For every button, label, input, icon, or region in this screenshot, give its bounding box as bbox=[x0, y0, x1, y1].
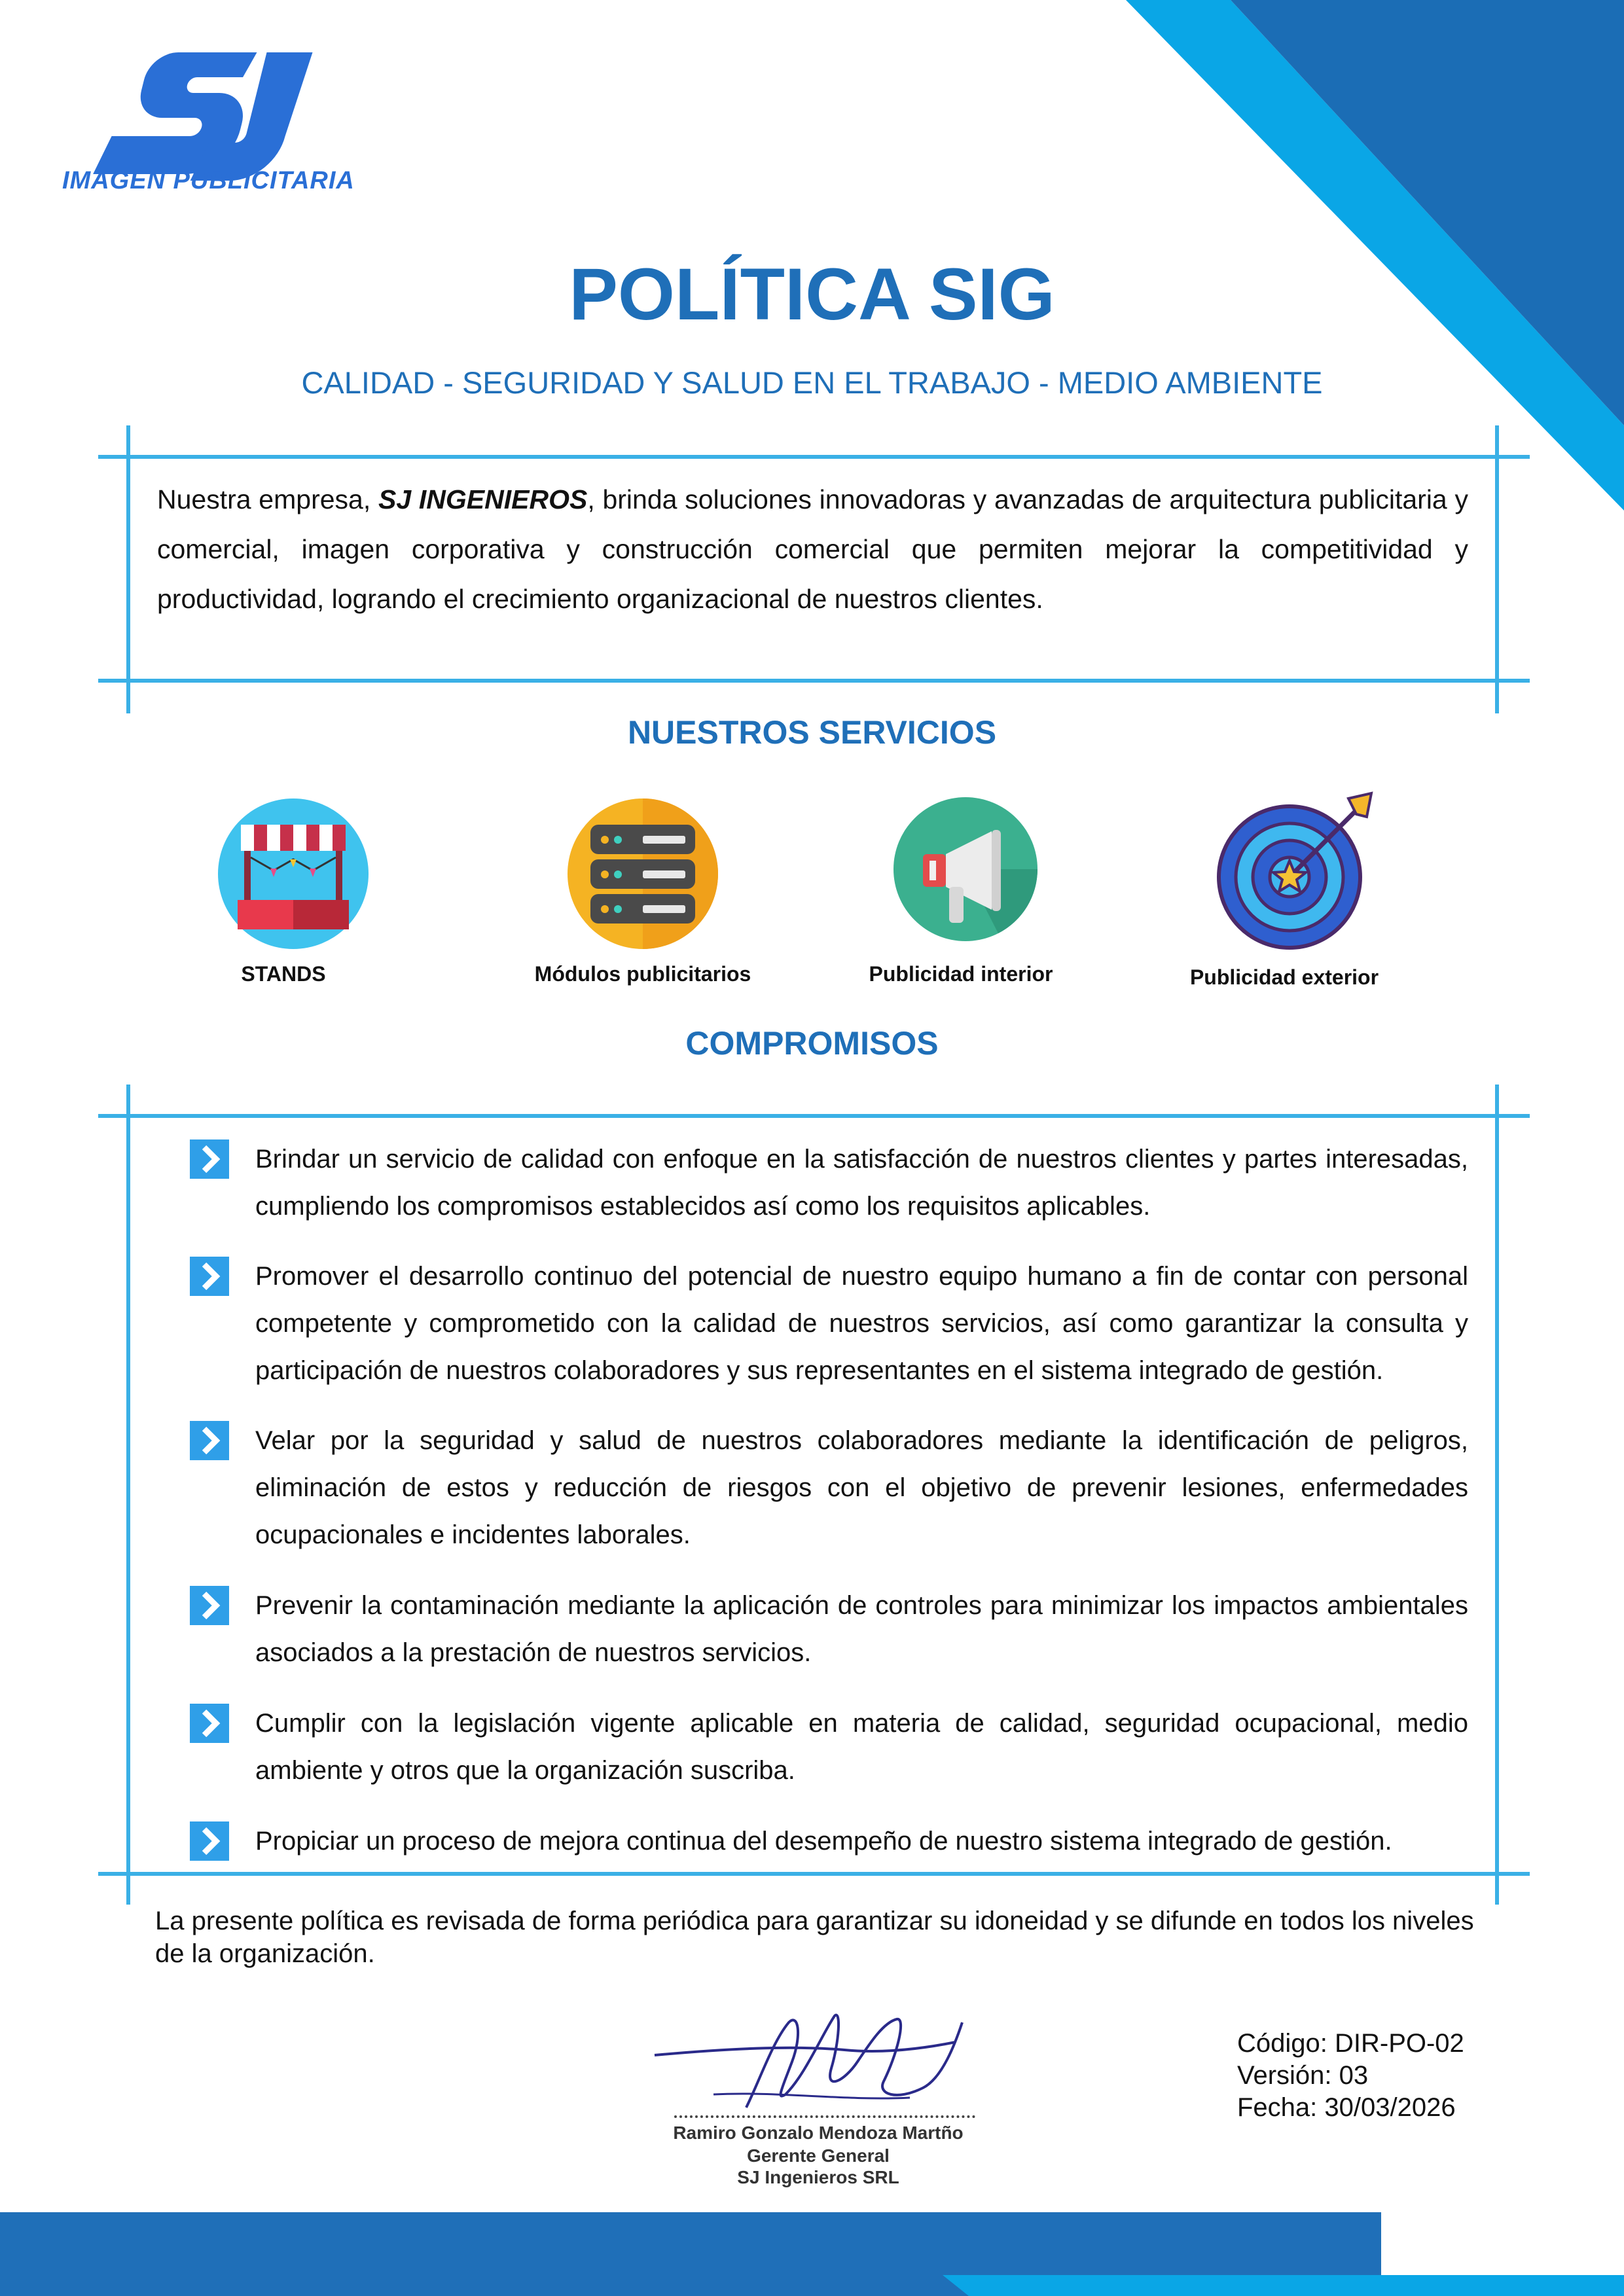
document-version: Versión: 03 bbox=[1237, 2061, 1369, 2090]
stand-icon bbox=[215, 795, 372, 952]
intro-frame-bottom bbox=[98, 679, 1530, 683]
intro-rest: , brinda soluciones innovadoras y avanzadas de arquitectura publicitaria y comercial, imagen corporativa y construcción comercial que permiten mejorar la competitividad y productividad, logrando el crecimiento organizacional de nuestros clientes. bbox=[157, 484, 1468, 614]
signatory-name: Ramiro Gonzalo Mendoza Martño bbox=[673, 2123, 964, 2143]
commitments-frame-bottom bbox=[98, 1872, 1530, 1876]
commitments-frame-top bbox=[98, 1114, 1530, 1118]
megaphone-icon bbox=[887, 792, 1044, 949]
signatory-company: SJ Ingenieros SRL bbox=[737, 2167, 899, 2187]
commitment-text: Promover el desarrollo continuo del potencial de nuestro equipo humano a fin de contar con personal competente y comprometido con la calidad de nuestros servicios, así como garantizar la consulta y participación de nuestros colaboradores y sus representantes en el sistema integrado de gestión. bbox=[255, 1262, 1468, 1385]
signatory-role: Gerente General bbox=[747, 2145, 890, 2166]
chevron-right-icon bbox=[190, 1704, 229, 1743]
logo-tagline: IMAGEN PUBLICITARIA bbox=[62, 167, 355, 194]
commitment-text: Propiciar un proceso de mejora continua del desempeño de nuestro sistema integrado de gestión. bbox=[255, 1827, 1392, 1856]
intro-paragraph bbox=[157, 475, 1468, 624]
intro-lead: Nuestra empresa, bbox=[157, 484, 371, 514]
service-label-interior: Publicidad interior bbox=[869, 962, 1053, 986]
service-label-stands: STANDS bbox=[241, 962, 326, 986]
chevron-right-icon bbox=[190, 1421, 229, 1460]
page-subtitle: CALIDAD - SEGURIDAD Y SALUD EN EL TRABAJO - MEDIO AMBIENTE bbox=[301, 365, 1323, 400]
signature-line bbox=[674, 2115, 975, 2118]
commitment-text: Brindar un servicio de calidad con enfoque en la satisfacción de nuestros clientes y partes interesadas, cumpliendo los compromisos establecidos así como los requisitos aplicables. bbox=[255, 1145, 1468, 1221]
chevron-right-icon bbox=[190, 1257, 229, 1296]
server-modules-icon bbox=[564, 795, 721, 952]
page-title: POLÍTICA SIG bbox=[569, 253, 1055, 335]
intro-frame-left bbox=[126, 425, 130, 713]
service-label-modules: Módulos publicitarios bbox=[534, 962, 751, 986]
footer-bar bbox=[0, 2212, 1624, 2296]
target-icon bbox=[1211, 785, 1381, 956]
closing-statement: La presente política es revisada de forma periódica para garantizar su idoneidad y se difunde en todos los niveles de la organización. bbox=[155, 1907, 1474, 1968]
commitment-item bbox=[190, 1253, 1468, 1394]
chevron-right-icon bbox=[190, 1586, 229, 1625]
commitment-item bbox=[190, 1417, 1468, 1558]
handwritten-signature bbox=[648, 2003, 988, 2134]
commitment-item bbox=[190, 1700, 1468, 1794]
commitment-text: Prevenir la contaminación mediante la aplicación de controles para minimizar los impactos ambientales asociados a la prestación de nuestros servicios. bbox=[255, 1591, 1468, 1667]
document-date: Fecha: 30/03/2026 bbox=[1237, 2093, 1456, 2122]
intro-frame-right bbox=[1495, 425, 1499, 713]
commitment-text: Velar por la seguridad y salud de nuestros colaboradores mediante la identificación de peligros, eliminación de estos y reducción de riesgos con el objetivo de prevenir lesiones, enfermedades ocupacionales e incidentes laborales. bbox=[255, 1426, 1468, 1549]
service-label-exterior: Publicidad exterior bbox=[1189, 965, 1379, 989]
chevron-right-icon bbox=[190, 1139, 229, 1179]
commitment-item bbox=[190, 1136, 1468, 1230]
commitments-frame-right bbox=[1495, 1085, 1499, 1905]
commitment-text: Cumplir con la legislación vigente aplicable en materia de calidad, seguridad ocupacional, medio ambiente y otros que la organización suscriba. bbox=[255, 1709, 1468, 1785]
commitments-title: COMPROMISOS bbox=[685, 1025, 939, 1062]
commitment-item bbox=[190, 1818, 1468, 1865]
chevron-right-icon bbox=[190, 1821, 229, 1861]
intro-frame-top bbox=[98, 455, 1530, 459]
commitments-frame-left bbox=[126, 1085, 130, 1905]
intro-company: SJ INGENIEROS bbox=[378, 484, 588, 514]
services-title: NUESTROS SERVICIOS bbox=[627, 714, 997, 751]
commitment-item bbox=[190, 1582, 1468, 1676]
document-code: Código: DIR-PO-02 bbox=[1237, 2029, 1464, 2058]
